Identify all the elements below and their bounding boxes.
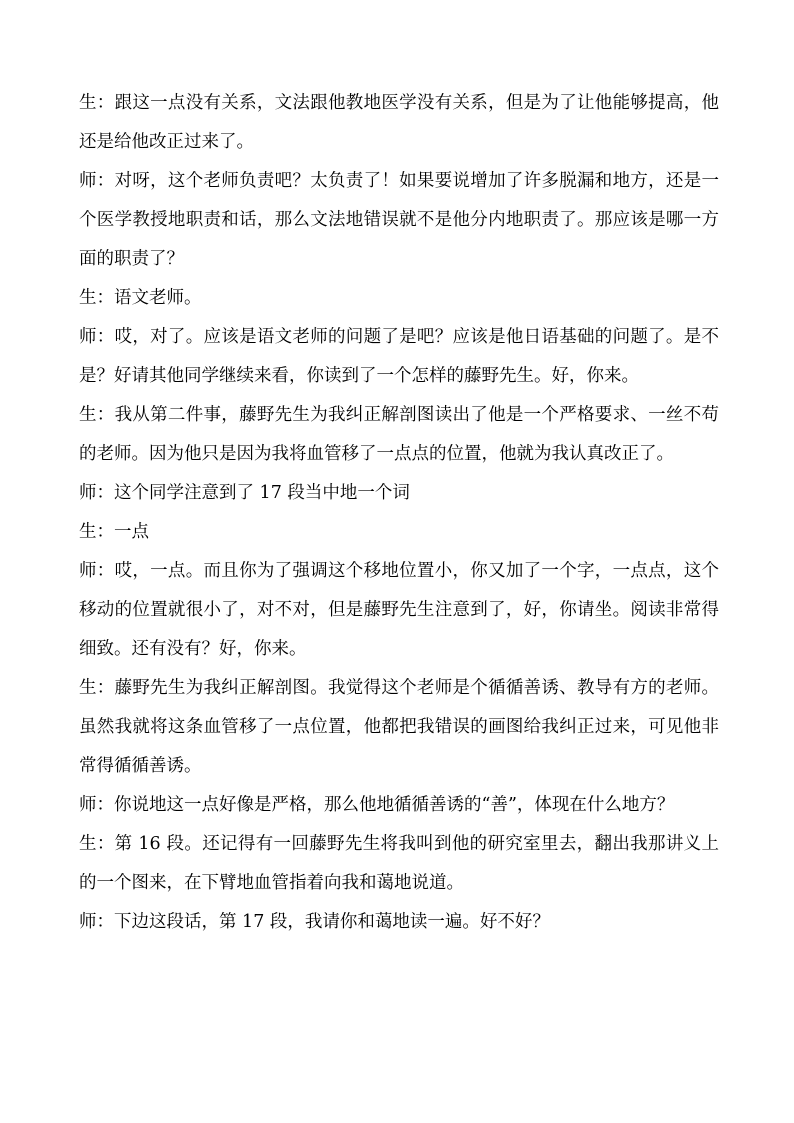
dialogue-line: 师：哎，一点。而且你为了强调这个移地位置小，你又加了一个字，一点点，这个移动的位置就很小了，对不对，但是藤野先生注意到了，好，你请坐。阅读非常得细致。还有没有？好，你来。	[79, 561, 719, 659]
dialogue-line: 生：第 16 段。还记得有一回藤野先生将我叫到他的研究室里去，翻出我那讲义上的一个图来，在下臂地血管指着向我和蔼地说道。	[79, 834, 719, 893]
dialogue-line: 师：你说地这一点好像是严格，那么他地循循善诱的“善”，体现在什么地方？	[79, 795, 675, 815]
dialogue-line: 师：对呀，这个老师负责吧？太负责了！如果要说增加了许多脱漏和地方，还是一个医学教授地职责和话，那么文法地错误就不是他分内地职责了。那应该是哪一方面的职责了？	[79, 171, 719, 269]
dialogue-line: 生：语文老师。	[79, 288, 202, 308]
dialogue-line: 师：下边这段话，第 17 段，我请你和蔼地读一遍。好不好？	[79, 912, 550, 932]
dialogue-line: 生：藤野先生为我纠正解剖图。我觉得这个老师是个循循善诱、教导有方的老师。虽然我就将这条血管移了一点位置，他都把我错误的画图给我纠正过来，可见他非常得循循善诱。	[79, 678, 719, 776]
dialogue-line: 生：跟这一点没有关系，文法跟他教地医学没有关系，但是为了让他能够提高，他还是给他改正过来了。	[79, 93, 719, 152]
dialogue-line: 生：一点	[79, 522, 149, 542]
dialogue-line: 师：这个同学注意到了 17 段当中地一个词	[79, 483, 410, 503]
dialogue-line: 生：我从第二件事，藤野先生为我纠正解剖图读出了他是一个严格要求、一丝不苟的老师。因为他只是因为我将血管移了一点点的位置，他就为我认真改正了。	[79, 405, 719, 464]
dialogue-line: 师：哎，对了。应该是语文老师的问题了是吧？应该是他日语基础的问题了。是不是？好请其他同学继续来看，你读到了一个怎样的藤野先生。好，你来。	[79, 327, 719, 386]
transcript-body	[79, 84, 719, 942]
